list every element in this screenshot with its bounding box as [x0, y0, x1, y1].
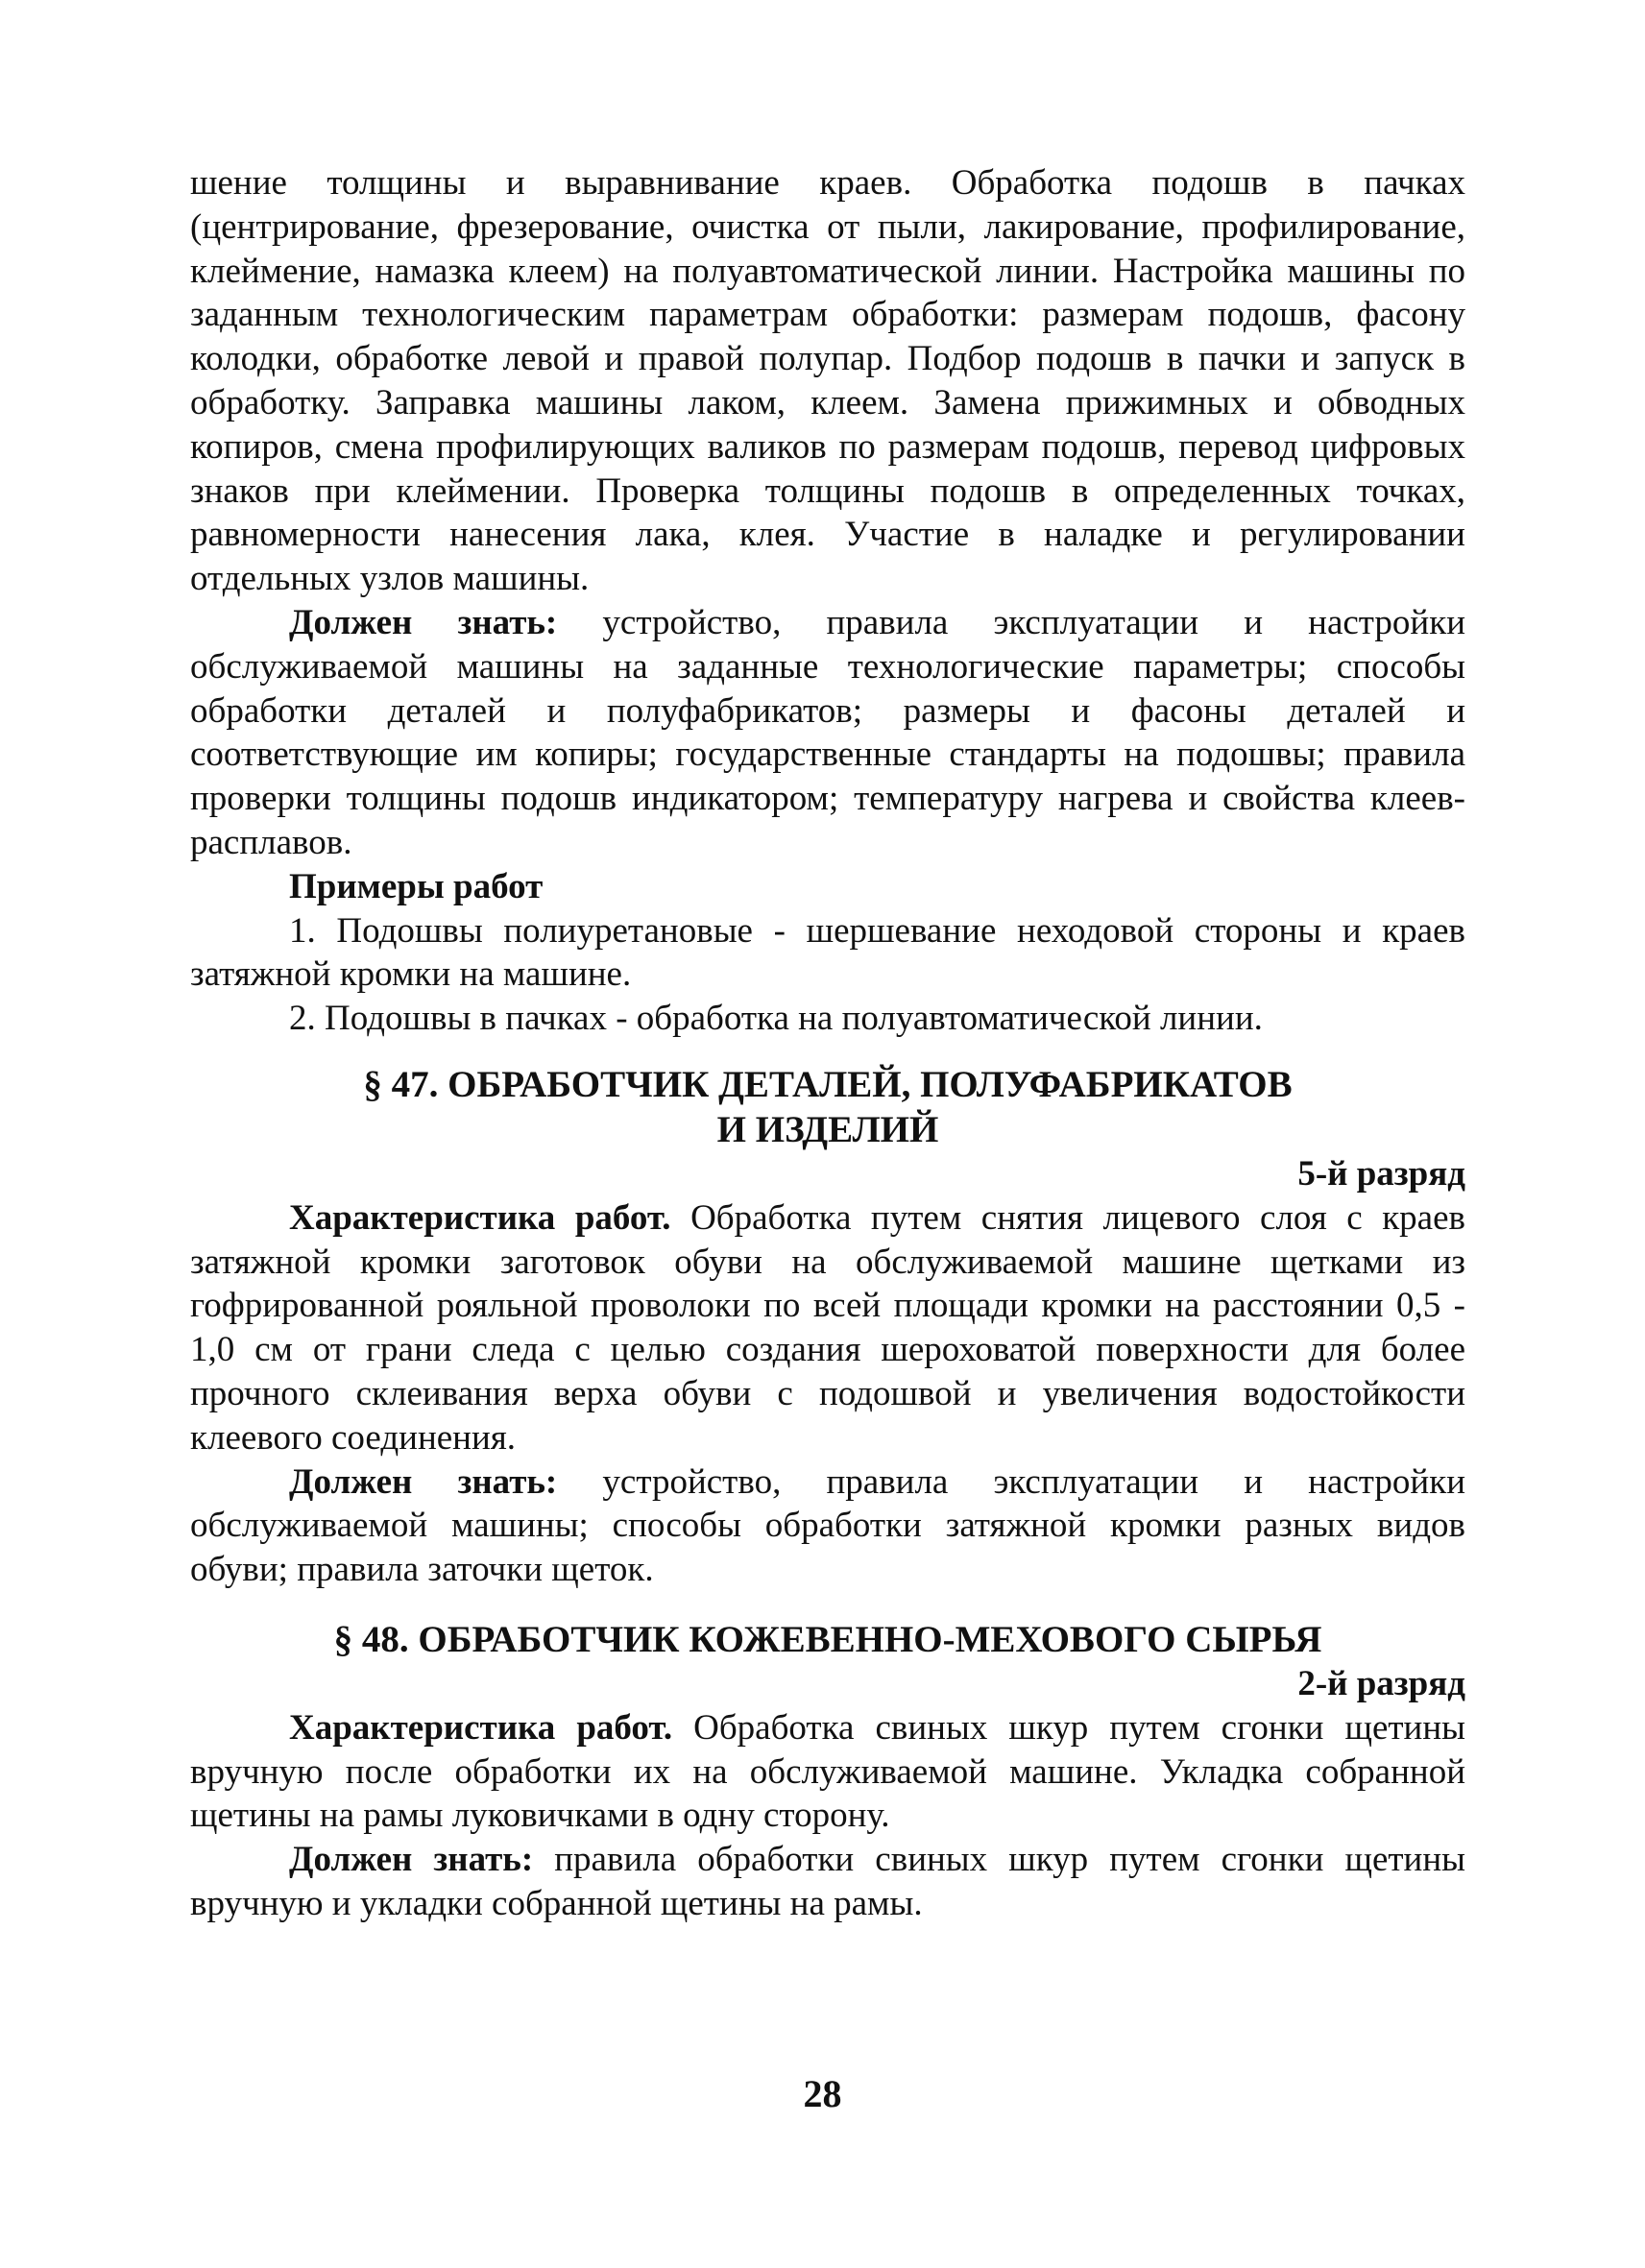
example-item: 2. Подошвы в пачках - обработка на полуавтоматической линии.: [289, 999, 1263, 1039]
page-number: 28: [803, 2072, 842, 2115]
section-title: § 47. ОБРАБОТЧИК ДЕТАЛЕЙ, ПОЛУФАБРИКАТОВ: [363, 1063, 1293, 1105]
characteristic-text: Обработка свиных шкур путем сгонки щетины вручную после обработки их на обслуживаемой машине. Укладка собранной щетины на рамы луковичками в одну сторону.: [190, 1707, 1466, 1836]
must-know-text: устройство, правила эксплуатации и настройки обслуживаемой машины; способы обработки затяжной кромки разных видов обуви; правила заточки щеток.: [190, 1461, 1465, 1590]
section-title-continued: И ИЗДЕЛИЙ: [716, 1108, 939, 1150]
example-item: 1. Подошвы полиуретановые - шершевание неходовой стороны и краев затяжной кромки на машине.: [190, 910, 1465, 995]
characteristic-label: Характеристика работ.: [289, 1707, 673, 1748]
examples-heading: Примеры работ: [289, 866, 544, 906]
grade-label: 5-й разряд: [1297, 1153, 1465, 1194]
characteristic-text: Обработка путем снятия лицевого слоя с краев затяжной кромки заготовок обуви на обслуживаемой машине щетками из гофрированной рояльной проволоки по всей площади кромки на расстоянии 0,5 - 1,0 см от грани следа с целью создания шероховатой поверхности для более прочного склеивания верха обуви с подошвой и увеличения водостойкости клеевого соединения.: [190, 1197, 1465, 1458]
page-body: [190, 161, 1465, 1926]
grade-label: 2-й разряд: [1297, 1663, 1465, 1703]
must-know-paragraph: [190, 601, 1465, 865]
section-47: [190, 1062, 1465, 1592]
must-know-label: Должен знать:: [289, 602, 558, 642]
section-title: § 48. ОБРАБОТЧИК КОЖЕВЕННО-МЕХОВОГО СЫРЬЯ: [333, 1618, 1322, 1660]
characteristic-paragraph: [190, 1196, 1465, 1460]
characteristic-paragraph: [190, 1706, 1465, 1838]
must-know-label: Должен знать:: [289, 1461, 558, 1502]
section-48: [190, 1617, 1465, 1926]
must-know-paragraph: [190, 1838, 1465, 1926]
must-know-text: устройство, правила эксплуатации и настройки обслуживаемой машины на заданные технологические параметры; способы обработки деталей и полуфабрикатов; размеры и фасоны деталей и соответствующие им копиры; государственные стандарты на подошвы; правила проверки толщины подошв индикатором; температуру нагрева и свойства клеев-расплавов.: [190, 602, 1465, 862]
continued-paragraph: шение толщины и выравнивание краев. Обработка подошв в пачках (центрирование, фрезерование, очистка от пыли, лакирование, профилирование, клеймение, намазка клеем) на полуавтоматической линии. Настройка машины по заданным технологическим параметрам обработки: размерам подошв, фасону колодки, обработке левой и правой полупар. Подбор подошв в пачки и запуск в обработку. Заправка машины лаком, клеем. Замена прижимных и обводных копиров, смена профилирующих валиков по размерам подошв, перевод цифровых знаков при клеймении. Проверка толщины подошв в определенных точках, равномерности нанесения лака, клея. Участие в наладке и регулировании отдельных узлов машины.: [190, 163, 1465, 599]
must-know-text: правила обработки свиных шкур путем сгонки щетины вручную и укладки собранной щетины на рамы.: [190, 1840, 1465, 1923]
must-know-label: Должен знать:: [289, 1840, 534, 1880]
must-know-paragraph: [190, 1460, 1465, 1592]
characteristic-label: Характеристика работ.: [289, 1197, 671, 1238]
